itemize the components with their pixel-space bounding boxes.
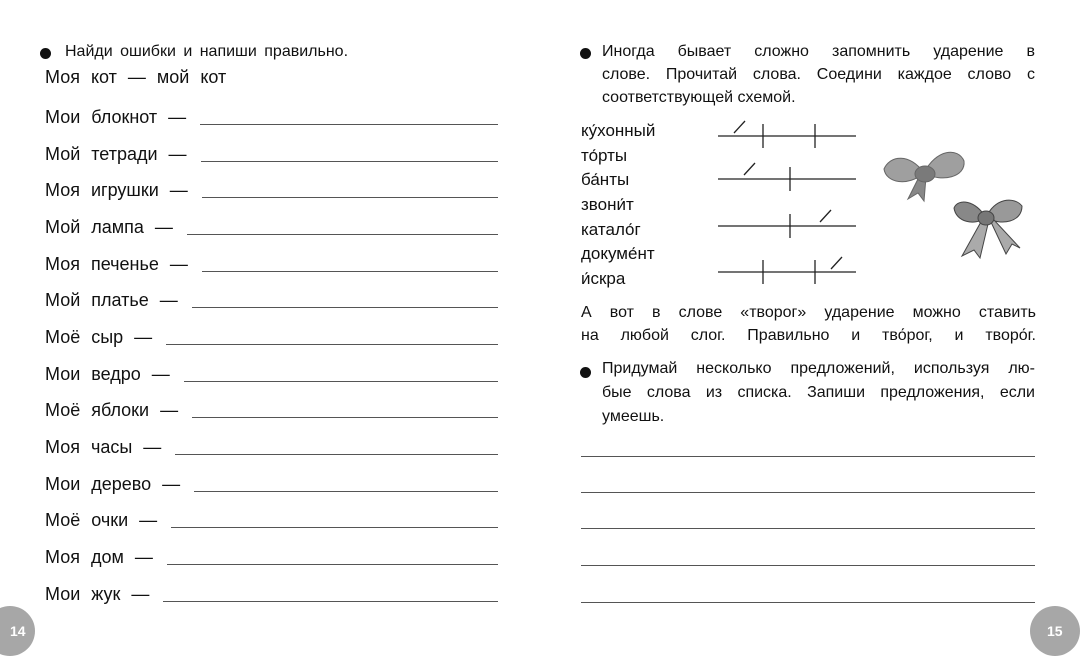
exercise-text: Мой платье — — [45, 290, 178, 310]
writing-line[interactable] — [581, 491, 1035, 493]
exercise-text: Моё очки — — [45, 510, 158, 530]
exercise-text: Моя часы — — [45, 437, 162, 457]
exercise-text: Моя игрушки — — [45, 180, 188, 200]
page-number: 14 — [10, 623, 26, 639]
answer-line[interactable] — [192, 306, 498, 308]
exercise-text: Моя печенье — — [45, 254, 188, 274]
exercise-row — [45, 323, 498, 347]
bullet-icon — [580, 367, 591, 378]
stress-word: звони́т — [581, 195, 634, 214]
answer-line[interactable] — [163, 600, 498, 602]
writing-line[interactable] — [581, 564, 1035, 566]
stress-word: и́скра — [581, 269, 626, 288]
answer-line[interactable] — [175, 453, 498, 455]
writing-line[interactable] — [581, 455, 1035, 457]
writing-line[interactable] — [581, 527, 1035, 529]
task-instruction — [602, 357, 1035, 429]
page-number-badge — [1030, 606, 1080, 656]
stress-word: то́рты — [581, 146, 628, 165]
answer-line[interactable] — [184, 380, 498, 382]
scheme-3 — [718, 210, 856, 238]
bullet-icon — [580, 48, 591, 59]
stress-word: ба́нты — [581, 170, 630, 189]
answer-line[interactable] — [192, 416, 498, 418]
exercise-row — [45, 396, 498, 420]
exercise-text: Мой лампа — — [45, 217, 173, 237]
stress-note — [581, 301, 1036, 347]
note-line: А вот в слове «творог» ударение можно ставить — [581, 304, 1036, 321]
exercise-row — [45, 580, 498, 604]
answer-line[interactable] — [202, 196, 498, 198]
task-line: бые слова из списка. Запиши предложения, если — [602, 384, 1035, 401]
exercise-text: Моё сыр — — [45, 327, 153, 347]
bullet-icon — [40, 48, 51, 59]
instruction-line: слове. Прочитай слова. Соедини каждое слово с — [602, 66, 1035, 83]
answer-line[interactable] — [200, 123, 498, 125]
exercise-row — [45, 140, 498, 164]
exercise-row — [45, 470, 498, 494]
exercise-row — [45, 506, 498, 530]
bow-icon — [948, 192, 1028, 262]
exercise-text: Мои блокнот — — [45, 107, 187, 127]
task-line: умеешь. — [602, 408, 665, 425]
stress-schemes — [710, 118, 870, 288]
scheme-1 — [718, 121, 856, 148]
exercise-row — [45, 543, 498, 567]
answer-line[interactable] — [187, 233, 498, 235]
exercise-row — [45, 213, 498, 237]
exercise-text: Моё яблоки — — [45, 400, 179, 420]
answer-line[interactable] — [167, 563, 498, 565]
answer-line[interactable] — [171, 526, 498, 528]
exercise-row — [45, 433, 498, 457]
scheme-4 — [718, 257, 856, 284]
scheme-2 — [718, 163, 856, 191]
instruction-line: Иногда бывает сложно запомнить ударение в — [602, 43, 1035, 60]
exercise-row — [45, 286, 498, 310]
exercise-text: Мои дерево — — [45, 474, 181, 494]
right-instruction — [602, 40, 1035, 109]
answer-line[interactable] — [201, 160, 498, 162]
exercise-row — [45, 103, 498, 127]
instruction-line: соответствующей схемой. — [602, 89, 796, 106]
note-line: на любой слог. Правильно и тво́рог, и творо́г. — [581, 327, 1036, 344]
task-line: Придумай несколько предложений, используя лю- — [602, 360, 1035, 377]
exercise-row — [45, 176, 498, 200]
writing-line[interactable] — [581, 601, 1035, 603]
example-answer: Моя кот — мой кот — [45, 67, 227, 87]
stress-word: ку́хонный — [581, 121, 656, 140]
left-instruction: Найди ошибки и напиши правильно. — [65, 43, 349, 60]
stress-word: катало́г — [581, 220, 641, 239]
page-number: 15 — [1047, 623, 1063, 639]
answer-line[interactable] — [202, 270, 498, 272]
exercise-text: Мой тетради — — [45, 144, 187, 164]
exercise-text: Мои жук — — [45, 584, 150, 604]
answer-line[interactable] — [166, 343, 498, 345]
answer-line[interactable] — [194, 490, 498, 492]
exercise-row — [45, 360, 498, 384]
exercise-text: Моя дом — — [45, 547, 153, 567]
exercise-row — [45, 250, 498, 274]
exercise-text: Мои ведро — — [45, 364, 170, 384]
stress-word: докуме́нт — [581, 244, 655, 263]
